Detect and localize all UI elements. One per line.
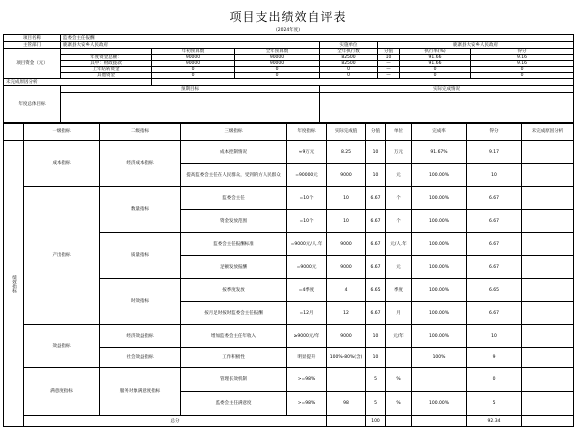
project-name-label: 项目名称 — [4, 35, 61, 42]
rate-cell: 100.00% — [412, 210, 467, 233]
total-label: 总分 — [24, 416, 327, 427]
l3-cell: 资金发放范围 — [181, 210, 287, 233]
score-cell: 6.67 — [366, 302, 386, 325]
target-cell: =10个 — [287, 187, 327, 210]
score-cell: 6.67 — [366, 210, 386, 233]
reason-cell — [522, 302, 574, 325]
reason-cell — [522, 141, 574, 164]
reason-cell — [522, 279, 574, 302]
unit-cell: % — [386, 368, 412, 392]
target-cell: ≈9万元 — [287, 141, 327, 164]
l3-cell: 监委会主任满意度 — [181, 392, 287, 416]
funds-row-label: 上年结转资金 — [61, 67, 152, 73]
funds-cell: — — [378, 73, 400, 79]
got-cell: 9.17 — [467, 141, 522, 164]
target-cell: =9000元 — [287, 256, 327, 279]
header-cell: 年度指标 — [287, 123, 327, 141]
got-cell: 6.67 — [467, 210, 522, 233]
actual-cell: 100%-80%(含) — [327, 348, 366, 368]
funds-cell: 9.16 — [471, 61, 574, 67]
unfinished-value — [152, 79, 574, 86]
header-cell: 一级指标 — [24, 123, 100, 141]
funds-row-label: 年度资金总额： — [61, 55, 152, 61]
reason-cell — [522, 325, 574, 348]
unit-cell: 个 — [386, 210, 412, 233]
l2-time: 时效指标 — [100, 279, 181, 325]
score-cell: 5 — [366, 368, 386, 392]
funds-cell: 9.16 — [471, 55, 574, 61]
got-cell: 6.67 — [467, 302, 522, 325]
header-cell: 三级指标 — [181, 123, 287, 141]
actual-cell: 8.25 — [327, 141, 366, 164]
funds-cell: 0 — [400, 67, 471, 73]
reason-cell — [522, 256, 574, 279]
unit-cell: 元 — [386, 164, 412, 187]
score-cell: 10 — [366, 141, 386, 164]
target-cell: =10个 — [287, 210, 327, 233]
got-cell: 10 — [467, 164, 522, 187]
goals-actual-value — [320, 93, 574, 124]
header-cell: 分值 — [366, 123, 386, 141]
funds-col-1: 全年预算数 — [235, 49, 320, 55]
header-cell: 实际完成值 — [327, 123, 366, 141]
header-cell: 单位 — [386, 123, 412, 141]
l2-quality: 质量指标 — [100, 233, 181, 279]
l2-econ-cost: 经济成本指标 — [100, 141, 181, 187]
goals-actual-header: 实际完成情况 — [320, 86, 574, 93]
unit-cell: 个 — [386, 187, 412, 210]
info-table — [3, 34, 574, 124]
dept-value: 鹿寨县大安乡人民政府 — [61, 42, 320, 49]
funds-cell: 0 — [471, 73, 574, 79]
rate-cell: 100.00% — [412, 325, 467, 348]
rate-cell: 100% — [412, 348, 467, 368]
funds-cell: 82500 — [320, 55, 378, 61]
year-label: (2024年度) — [276, 28, 300, 33]
indicators-table — [3, 122, 574, 427]
funds-cell: 0 — [235, 67, 320, 73]
l3-cell: 增加监委会主任年收入 — [181, 325, 287, 348]
l3-cell: 按季度发放 — [181, 279, 287, 302]
funds-col-2: 全年执行数 — [320, 49, 378, 55]
reason-cell — [522, 368, 574, 392]
actual-cell: 9000 — [327, 233, 366, 256]
actual-cell — [327, 368, 366, 392]
target-cell: =4季度 — [287, 279, 327, 302]
rate-cell: 100.00% — [412, 256, 467, 279]
funds-cell: 0 — [320, 73, 378, 79]
page-title: 项目支出绩效自评表 — [229, 10, 347, 24]
score-cell: 10 — [366, 325, 386, 348]
reason-cell — [522, 210, 574, 233]
l2-quantity: 数量指标 — [100, 187, 181, 233]
funds-col-3: 分值 — [378, 49, 400, 55]
l3-cell: 监委会主任 — [181, 187, 287, 210]
funds-cell: 91.66 — [400, 55, 471, 61]
unit-cell: 季度 — [386, 279, 412, 302]
table-row — [4, 325, 574, 348]
funds-row-label: 其中：财政拨款 — [61, 61, 152, 67]
unit-cell: 元/年 — [386, 325, 412, 348]
actual-cell: 10 — [327, 210, 366, 233]
target-cell: >=98% — [287, 368, 327, 392]
total-blank — [327, 416, 366, 427]
reason-cell — [522, 187, 574, 210]
reason-cell — [522, 164, 574, 187]
l3-cell: 足额发放报酬 — [181, 256, 287, 279]
dept-label: 主管部门 — [4, 42, 61, 49]
table-row — [4, 187, 574, 210]
funds-cell: 0 — [235, 73, 320, 79]
l3-cell: 按月足时按时监委会主任报酬 — [181, 302, 287, 325]
l3-cell: 管理长效机制 — [181, 368, 287, 392]
project-name: 监委会主任报酬 — [61, 35, 574, 42]
goals-expected-header: 预期目标 — [61, 86, 320, 93]
funds-row-label: 其他资金 — [61, 73, 152, 79]
target-cell: =12月 — [287, 302, 327, 325]
impl-value: 鹿寨县大安乡人民政府 — [378, 42, 574, 49]
rate-cell: 91.67% — [412, 141, 467, 164]
reason-cell — [522, 348, 574, 368]
actual-cell: 98 — [327, 392, 366, 416]
target-cell: ≥9000元/年 — [287, 325, 327, 348]
reason-cell — [522, 233, 574, 256]
unit-cell: % — [386, 392, 412, 416]
performance-side-label: 绩效指标 — [4, 141, 24, 427]
funds-col-0: 年初预算数 — [152, 49, 235, 55]
funds-col-5: 得分 — [471, 49, 574, 55]
score-cell: 6.65 — [366, 279, 386, 302]
target-cell: 明显提升 — [287, 348, 327, 368]
l3-cell: 成本控制情况 — [181, 141, 287, 164]
funds-cell: 0 — [400, 73, 471, 79]
got-cell: 6.67 — [467, 256, 522, 279]
header-cell: 完成率 — [412, 123, 467, 141]
got-cell: 0 — [467, 368, 522, 392]
funds-cell: 90000 — [152, 61, 235, 67]
unit-cell: 万元 — [386, 141, 412, 164]
score-cell: 10 — [366, 164, 386, 187]
reason-cell — [522, 392, 574, 416]
rate-cell: 100.00% — [412, 164, 467, 187]
l1-benefit: 效益指标 — [24, 325, 100, 368]
unit-cell: 月 — [386, 302, 412, 325]
got-cell: 9 — [467, 348, 522, 368]
funds-label: 项目资金（元） — [4, 49, 61, 79]
funds-cell: 0 — [320, 67, 378, 73]
rate-cell — [412, 368, 467, 392]
score-cell: 10 — [366, 348, 386, 368]
l2-econ-benefit: 经济效益指标 — [100, 325, 181, 348]
l3-cell: 提高监委会主任在人民群众，受到的方人民群众 — [181, 164, 287, 187]
header-cell: 未完成原因分析 — [522, 123, 574, 141]
total-blank — [386, 416, 412, 427]
score-cell: 6.67 — [366, 256, 386, 279]
got-cell: 5 — [467, 392, 522, 416]
funds-cell: 91.66 — [400, 61, 471, 67]
total-got: 92.34 — [467, 416, 522, 427]
corner-blank — [4, 123, 24, 141]
header-cell: 得分 — [467, 123, 522, 141]
rate-cell: 100.00% — [412, 233, 467, 256]
l3-cell: 工作积极性 — [181, 348, 287, 368]
funds-cell: — — [378, 61, 400, 67]
unit-cell: 元 — [386, 256, 412, 279]
score-cell: 6.67 — [366, 233, 386, 256]
target-cell: =90000元 — [287, 164, 327, 187]
header-cell: 二级指标 — [100, 123, 181, 141]
l1-cost: 成本指标 — [24, 141, 100, 187]
impl-label: 实施单位 — [320, 42, 378, 49]
rate-cell: 100.00% — [412, 187, 467, 210]
actual-cell: 9000 — [327, 325, 366, 348]
got-cell: 6.67 — [467, 187, 522, 210]
table-row — [4, 141, 574, 164]
unfinished-label: 未完成原因分析 — [4, 79, 152, 86]
got-cell: 6.65 — [467, 279, 522, 302]
funds-cell: 0 — [152, 67, 235, 73]
l1-output: 产出指标 — [24, 187, 100, 325]
goals-label: 年度总体目标 — [4, 86, 61, 124]
unit-cell: 元/人.年 — [386, 233, 412, 256]
indicators-header-row — [4, 123, 574, 141]
target-cell: =9000元/人.年 — [287, 233, 327, 256]
funds-cell: 0 — [152, 73, 235, 79]
rate-cell: 100.00% — [412, 302, 467, 325]
score-cell: 5 — [366, 392, 386, 416]
funds-col-4: 执行率(%) — [400, 49, 471, 55]
funds-cell: 0 — [471, 67, 574, 73]
funds-cell: 90000 — [235, 55, 320, 61]
funds-cell: 90000 — [152, 55, 235, 61]
total-score: 100 — [366, 416, 386, 427]
funds-cell: 10 — [378, 55, 400, 61]
actual-cell: 9000 — [327, 256, 366, 279]
actual-cell: 10 — [327, 187, 366, 210]
target-cell: >=98% — [287, 392, 327, 416]
l2-service: 服务对象满意度指标 — [100, 368, 181, 416]
l2-social: 社会效益指标 — [100, 348, 181, 368]
got-cell: 6.67 — [467, 233, 522, 256]
table-row — [4, 368, 574, 392]
total-blank — [412, 416, 467, 427]
rate-cell: 100.00% — [412, 392, 467, 416]
actual-cell: 4 — [327, 279, 366, 302]
rate-cell: 100.00% — [412, 279, 467, 302]
funds-cell: 90000 — [235, 61, 320, 67]
actual-cell: 12 — [327, 302, 366, 325]
actual-cell: 9000 — [327, 164, 366, 187]
funds-cell: 82500 — [320, 61, 378, 67]
l3-cell: 监委会主任报酬标准 — [181, 233, 287, 256]
unit-cell — [386, 348, 412, 368]
got-cell: 10 — [467, 325, 522, 348]
total-blank — [522, 416, 574, 427]
score-cell: 6.67 — [366, 187, 386, 210]
funds-cell: — — [378, 67, 400, 73]
goals-expected-value — [61, 93, 320, 124]
l1-satisfaction: 满意度指标 — [24, 368, 100, 416]
total-row — [4, 416, 574, 427]
